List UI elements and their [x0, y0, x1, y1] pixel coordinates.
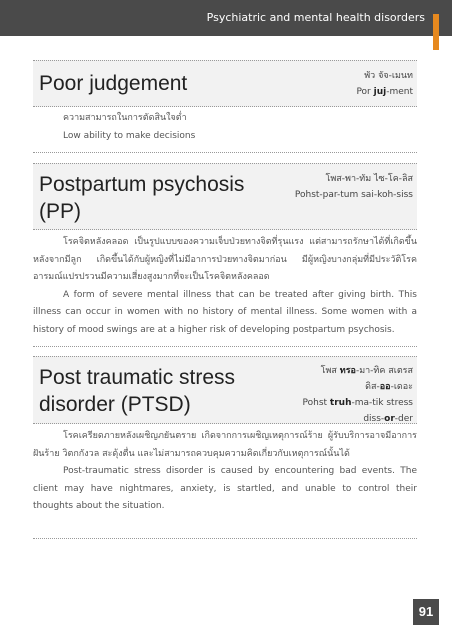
- definition-english: Low ability to make decisions: [63, 130, 196, 141]
- pronunciation-roman-line2: diss-or-der: [363, 414, 413, 424]
- page-number: 91: [413, 599, 439, 625]
- header-title: Psychiatric and mental health disorders: [206, 11, 425, 24]
- pronunciation-roman: Pohst-par-tum sai-koh-siss: [294, 190, 413, 200]
- definition-english: A form of severe mental illness that can be treated after giving birth. This illness can occur in women with no history of mental illness. Some women with a history of mood swings are at a higher risk of developing postpartum psychosis.: [33, 289, 417, 335]
- term-box: [33, 356, 417, 424]
- pronunciation-thai-line2: ดิส-ออ-เดอะ: [365, 382, 413, 392]
- pronunciation-thai: พัว จัจ-เมนท: [364, 71, 413, 81]
- term-title: Poor judgement: [39, 72, 188, 95]
- pronunciation-roman: Por juj-ment: [356, 87, 413, 97]
- pronunciation: [303, 363, 413, 427]
- pronunciation: [356, 68, 413, 100]
- definition: [33, 428, 417, 539]
- term-title: Post traumatic stress disorder (PTSD): [39, 366, 236, 416]
- definition: [33, 234, 417, 347]
- term-box: [33, 163, 417, 230]
- pronunciation-roman: Pohst truh-ma-tik stress: [302, 398, 413, 408]
- definition-thai: โรคจิตหลังคลอด เป็นรูปแบบของความเจ็บป่วยทางจิตที่รุนแรง แต่สามารถรักษาได้ที่เกิดขึ้นหลังจากมีลูก เกิดขึ้นได้กับผู้หญิงที่ไม่มีอาการป่วยทางจิตมาก่อน มีผู้หญิงบางกลุ่มที่มีประวัติโรคอารมณ์แปรปรวนมีความเสี่ยงสูงมากที่จะเป็นโรคจิตหลังคลอด: [33, 237, 417, 282]
- header-accent-bar: [433, 14, 439, 50]
- term-box: [33, 60, 417, 107]
- pronunciation-thai: โพส-พา-ทัม ไซ-โค-ลิส: [325, 174, 413, 184]
- term-title: Postpartum psychosis (PP): [39, 173, 245, 223]
- definition-english: Post-traumatic stress disorder is caused by encountering bad events. The client may have nightmares, anxiety, is startled, and unable to control their thoughts about the situation.: [33, 466, 417, 511]
- pronunciation: [295, 171, 413, 203]
- definition: [33, 110, 417, 153]
- definition-thai: ความสามารถในการตัดสินใจต่ำ: [63, 113, 187, 123]
- pronunciation-thai: โพส ทรอ-มา-ทิค สเตรส: [320, 366, 413, 376]
- definition-thai: โรคเครียดภายหลังเผชิญภยันตราย เกิดจากการเผชิญเหตุการณ์ร้าย ผู้รับบริการอาจมีอาการฝันร้าย วิตกกังวล สะดุ้งตื่น และไม่สามารถควบคุมความคิดเกี่ยวกับเหตุการณ์นั้นได้: [33, 431, 417, 459]
